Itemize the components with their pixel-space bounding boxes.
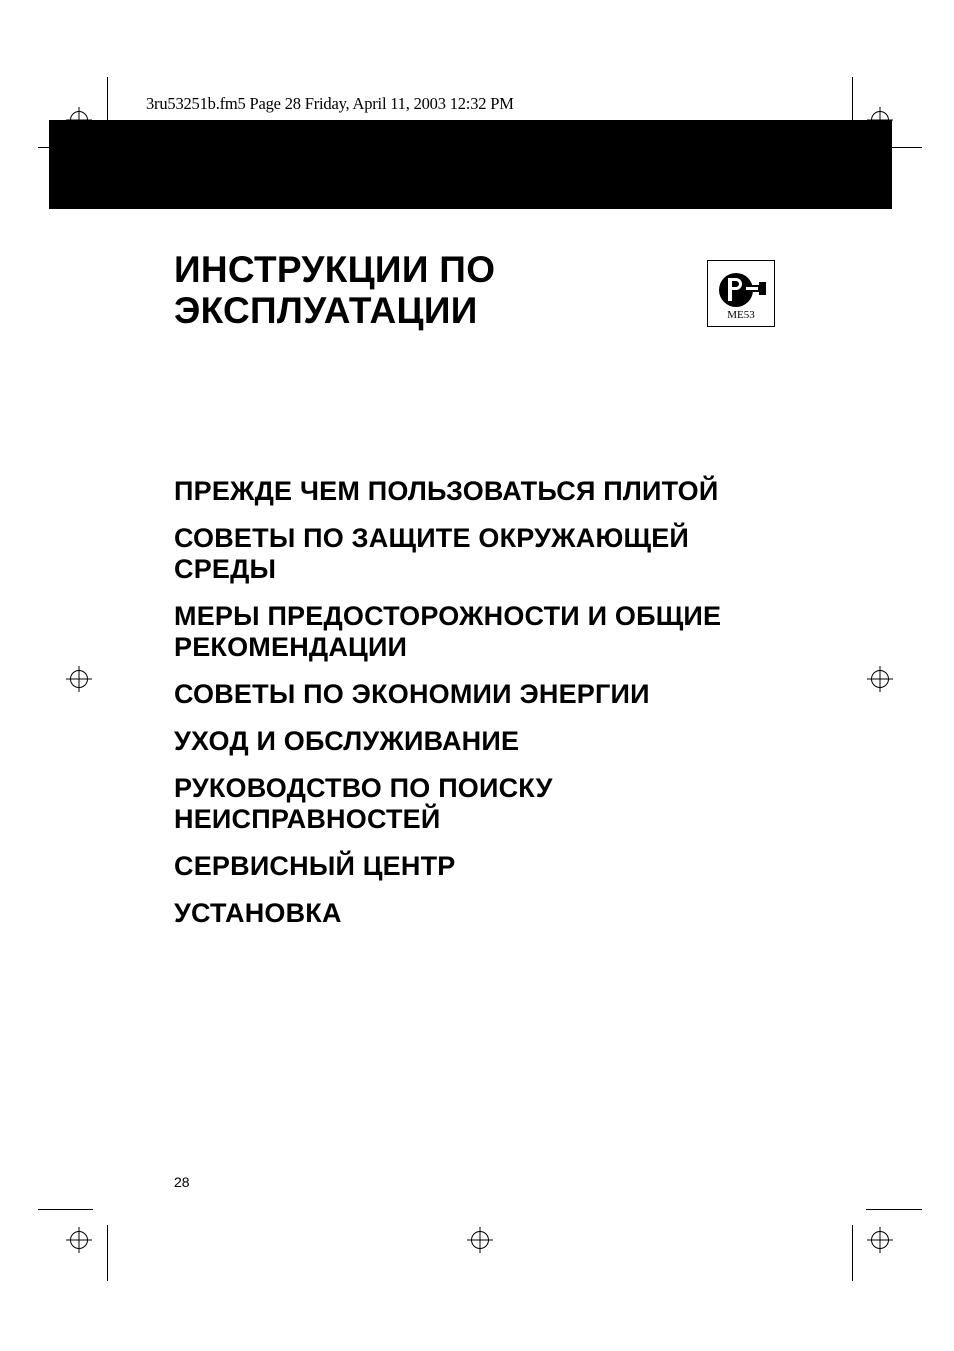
contents-item-line: СОВЕТЫ ПО ЭКОНОМИИ ЭНЕРГИИ — [174, 679, 650, 709]
registration-mark-icon — [867, 107, 893, 133]
contents-item — [174, 476, 814, 507]
document-title-line: ИНСТРУКЦИИ ПО — [174, 249, 496, 290]
contents-item — [174, 679, 814, 710]
crop-mark-bottom-right-horizontal — [866, 1209, 922, 1210]
crop-mark-top-left-horizontal — [38, 147, 49, 148]
contents-item-line: СРЕДЫ — [174, 554, 277, 584]
document-title — [174, 249, 495, 331]
document-title-line: ЭКСПЛУАТАЦИИ — [174, 290, 478, 331]
contents-item — [174, 523, 814, 585]
contents-item-line: СЕРВИСНЫЙ ЦЕНТР — [174, 851, 456, 881]
registration-mark-icon — [467, 1227, 493, 1253]
contents-item-line: РЕКОМЕНДАЦИИ — [174, 632, 408, 662]
page-number: 28 — [174, 1174, 190, 1190]
contents-item — [174, 726, 814, 757]
contents-item-line: УХОД И ОБСЛУЖИВАНИЕ — [174, 726, 520, 756]
contents-item — [174, 601, 814, 663]
file-slug-line: 3ru53251b.fm5 Page 28 Friday, April 11, 2003 12:32 PM — [146, 94, 514, 113]
certification-code: МЕ53 — [727, 309, 755, 321]
registration-mark-icon — [66, 1227, 92, 1253]
crop-mark-top-right-vertical — [852, 77, 853, 120]
contents-item-line: РУКОВОДСТВО ПО ПОИСКУ — [174, 773, 553, 803]
contents-item-line: СОВЕТЫ ПО ЗАЩИТЕ ОКРУЖАЮЩЕЙ — [174, 523, 690, 553]
contents-item-line: НЕИСПРАВНОСТЕЙ — [174, 804, 441, 834]
contents-item — [174, 851, 814, 882]
registration-mark-icon — [66, 107, 92, 133]
contents-item — [174, 773, 814, 835]
crop-mark-bottom-left-horizontal — [38, 1209, 93, 1210]
crop-mark-bottom-right-vertical — [852, 1225, 853, 1281]
contents-item-line: МЕРЫ ПРЕДОСТОРОЖНОСТИ И ОБЩИЕ — [174, 601, 722, 631]
header-band — [49, 120, 892, 209]
registration-mark-icon — [66, 666, 92, 692]
certification-mark — [707, 260, 775, 327]
contents-item — [174, 898, 814, 929]
contents-item-line: ПРЕЖДЕ ЧЕМ ПОЛЬЗОВАТЬСЯ ПЛИТОЙ — [174, 476, 719, 506]
contents-item-line: УСТАНОВКА — [174, 898, 342, 928]
crop-mark-bottom-left-vertical — [107, 1225, 108, 1281]
registration-mark-icon — [867, 666, 893, 692]
contents-list — [174, 476, 814, 945]
rst-certification-icon — [708, 261, 774, 309]
crop-mark-top-right-horizontal — [892, 147, 922, 148]
registration-mark-icon — [867, 1227, 893, 1253]
crop-mark-top-left-vertical — [107, 77, 108, 120]
